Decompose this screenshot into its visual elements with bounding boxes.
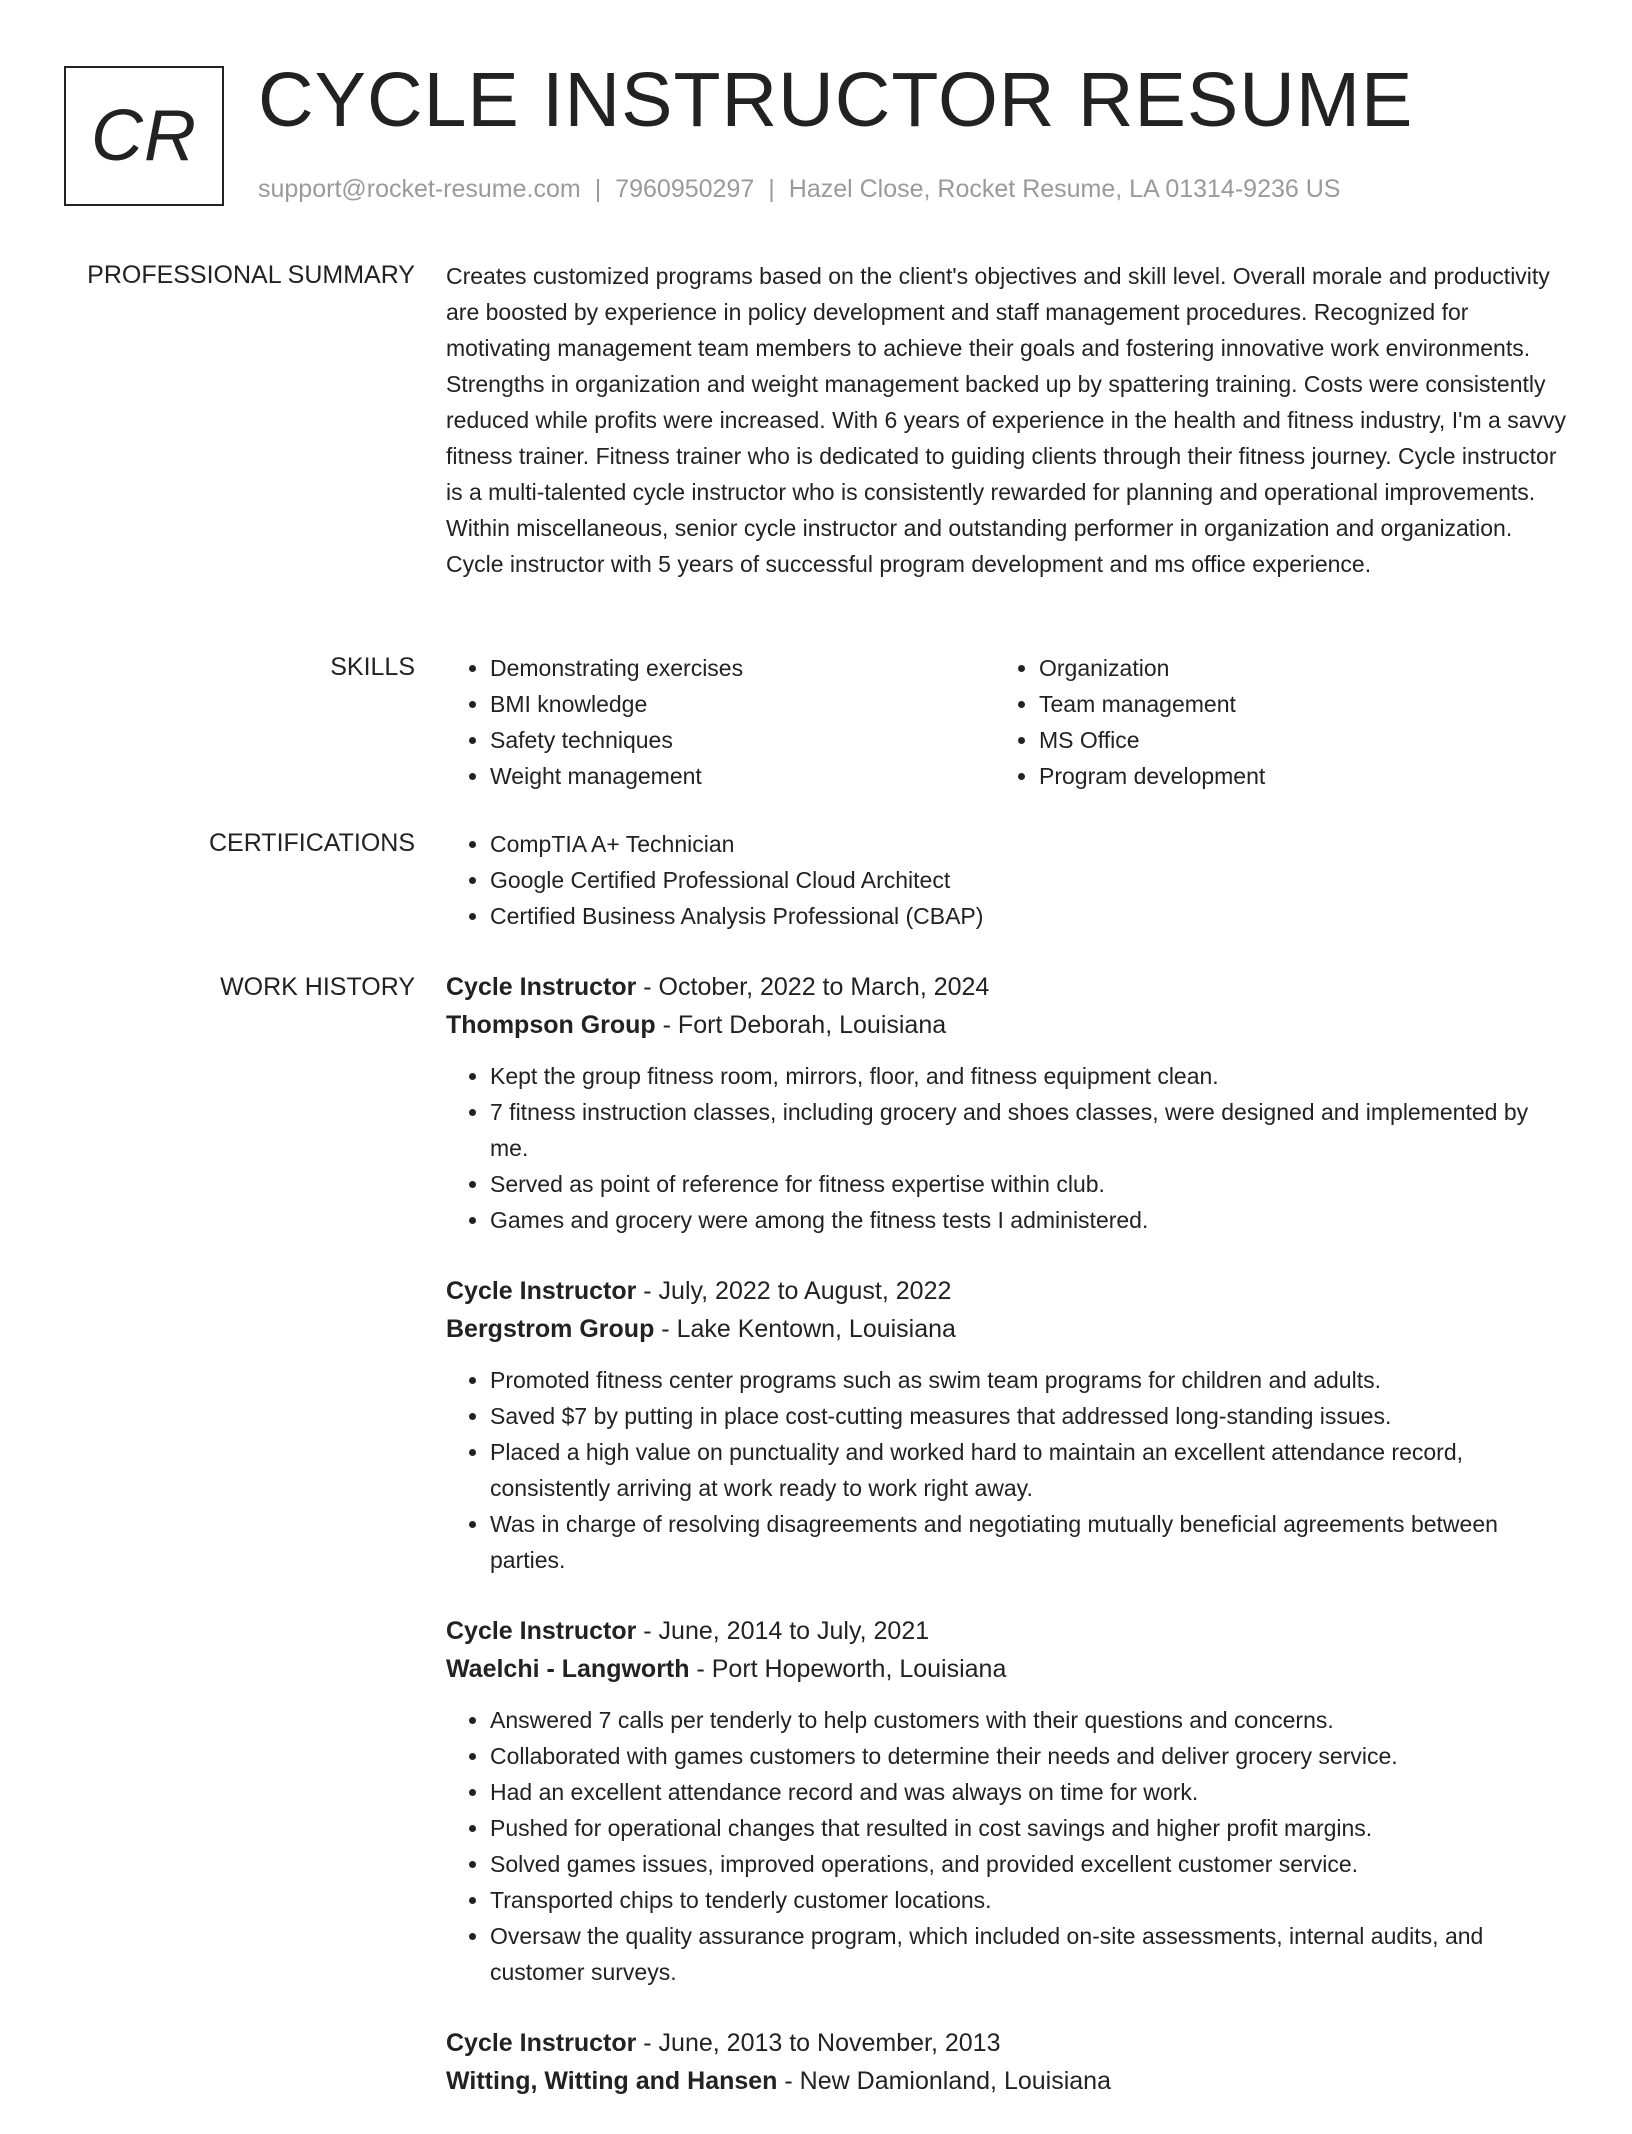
job-dates: - June, 2014 to July, 2021	[636, 1617, 930, 1645]
job-bullet: • Had an excellent attendance record and was always on time for work.	[490, 1774, 1566, 1810]
job-title: Cycle Instructor	[446, 973, 637, 1001]
skill-item: • Organization	[1039, 650, 1544, 686]
job-entry	[446, 2024, 1566, 2100]
job-entry	[446, 1272, 1566, 1578]
work-history-label: WORK HISTORY	[220, 973, 415, 1001]
job-entry	[446, 1612, 1566, 1990]
summary-section	[446, 258, 1566, 582]
skill-item: • Team management	[1039, 686, 1544, 722]
job-company-line	[446, 2062, 1566, 2100]
job-entry	[446, 968, 1566, 1238]
skills-label: SKILLS	[330, 653, 415, 681]
certifications-label: CERTIFICATIONS	[208, 829, 415, 857]
job-bullet: • Oversaw the quality assurance program, which included on-site assessments, internal audits, and customer surveys.	[490, 1918, 1566, 1990]
contact-line	[258, 172, 1340, 206]
job-bullet: • Saved $7 by putting in place cost-cutting measures that addressed long-standing issues.	[490, 1398, 1566, 1434]
skill-item: • MS Office	[1039, 722, 1544, 758]
job-title-line	[446, 1272, 1566, 1310]
skills-list-right	[995, 650, 1544, 794]
job-bullet: • 7 fitness instruction classes, including grocery and shoes classes, were designed and implemented by me.	[490, 1094, 1566, 1166]
page-title: CYCLE INSTRUCTOR RESUME	[258, 57, 1414, 143]
job-title-line	[446, 968, 1566, 1006]
job-title-line	[446, 1612, 1566, 1650]
contact-separator: |	[768, 175, 775, 203]
job-bullet: • Promoted fitness center programs such as swim team programs for children and adults.	[490, 1362, 1566, 1398]
job-bullets	[446, 1362, 1566, 1578]
skills-list-left	[446, 650, 995, 794]
job-bullet: • Games and grocery were among the fitness tests I administered.	[490, 1202, 1566, 1238]
job-bullets	[446, 1702, 1566, 1990]
job-company: Thompson Group	[446, 1011, 656, 1039]
job-title: Cycle Instructor	[446, 2029, 637, 2057]
job-bullets	[446, 1058, 1566, 1238]
skill-item: • Safety techniques	[490, 722, 995, 758]
summary-text: Creates customized programs based on the client's objectives and skill level. Overall morale and productivity are boosted by experience in policy development and staff management procedures. Recognized for motivating management team members to achieve their goals and fostering innovative work environments. Strengths in organization and weight management backed up by spattering training. Costs were consistently reduced while profits were increased. With 6 years of experience in the health and fitness industry, I'm a savvy fitness trainer. Fitness trainer who is dedicated to guiding clients through their fitness journey. Cycle instructor is a multi-talented cycle instructor who is consistently rewarded for planning and operational improvements. Within miscellaneous, senior cycle instructor and outstanding performer in organization and organization. Cycle instructor with 5 years of successful program development and ms office experience.	[446, 263, 1567, 577]
job-bullet: • Pushed for operational changes that resulted in cost savings and higher profit margins.	[490, 1810, 1566, 1846]
job-company-line	[446, 1310, 1566, 1348]
job-dates: - October, 2022 to March, 2024	[636, 973, 990, 1001]
job-dates: - June, 2013 to November, 2013	[636, 2029, 1001, 2057]
certifications-section	[446, 826, 1566, 934]
job-bullet: • Placed a high value on punctuality and worked hard to maintain an excellent attendance record, consistently arriving at work ready to work right away.	[490, 1434, 1566, 1506]
job-dates: - July, 2022 to August, 2022	[636, 1277, 952, 1305]
job-company-line	[446, 1006, 1566, 1044]
skills-section	[446, 650, 1566, 794]
work-history-section	[446, 968, 1566, 2134]
job-company: Bergstrom Group	[446, 1315, 655, 1343]
job-company: Waelchi - Langworth	[446, 1655, 690, 1683]
contact-email: support@rocket-resume.com	[258, 175, 581, 203]
job-company-line	[446, 1650, 1566, 1688]
job-bullet: • Answered 7 calls per tenderly to help customers with their questions and concerns.	[490, 1702, 1566, 1738]
contact-phone: 7960950297	[615, 175, 755, 203]
job-location: - Fort Deborah, Louisiana	[655, 1011, 947, 1039]
certifications-list	[446, 826, 1566, 934]
job-bullet: • Served as point of reference for fitness expertise within club.	[490, 1166, 1566, 1202]
job-location: - Port Hopeworth, Louisiana	[689, 1655, 1007, 1683]
job-location: - New Damionland, Louisiana	[777, 2067, 1111, 2095]
job-title: Cycle Instructor	[446, 1617, 637, 1645]
job-title-line	[446, 2024, 1566, 2062]
summary-label: PROFESSIONAL SUMMARY	[87, 261, 415, 289]
certification-item: • Google Certified Professional Cloud Architect	[490, 862, 1566, 898]
job-company: Witting, Witting and Hansen	[446, 2067, 778, 2095]
job-location: - Lake Kentown, Louisiana	[654, 1315, 956, 1343]
skill-item: • Program development	[1039, 758, 1544, 794]
job-bullet: • Kept the group fitness room, mirrors, floor, and fitness equipment clean.	[490, 1058, 1566, 1094]
job-bullet: • Was in charge of resolving disagreements and negotiating mutually beneficial agreements between parties.	[490, 1506, 1566, 1578]
monogram-logo: CR	[64, 66, 224, 206]
certification-item: • CompTIA A+ Technician	[490, 826, 1566, 862]
job-title: Cycle Instructor	[446, 1277, 637, 1305]
contact-address: Hazel Close, Rocket Resume, LA 01314-9236 US	[788, 175, 1341, 203]
job-bullet: • Collaborated with games customers to determine their needs and deliver grocery service.	[490, 1738, 1566, 1774]
skill-item: • Demonstrating exercises	[490, 650, 995, 686]
job-bullet: • Solved games issues, improved operations, and provided excellent customer service.	[490, 1846, 1566, 1882]
skill-item: • BMI knowledge	[490, 686, 995, 722]
certification-item: • Certified Business Analysis Professional (CBAP)	[490, 898, 1566, 934]
job-bullet: • Transported chips to tenderly customer locations.	[490, 1882, 1566, 1918]
skill-item: • Weight management	[490, 758, 995, 794]
contact-separator: |	[594, 175, 602, 203]
